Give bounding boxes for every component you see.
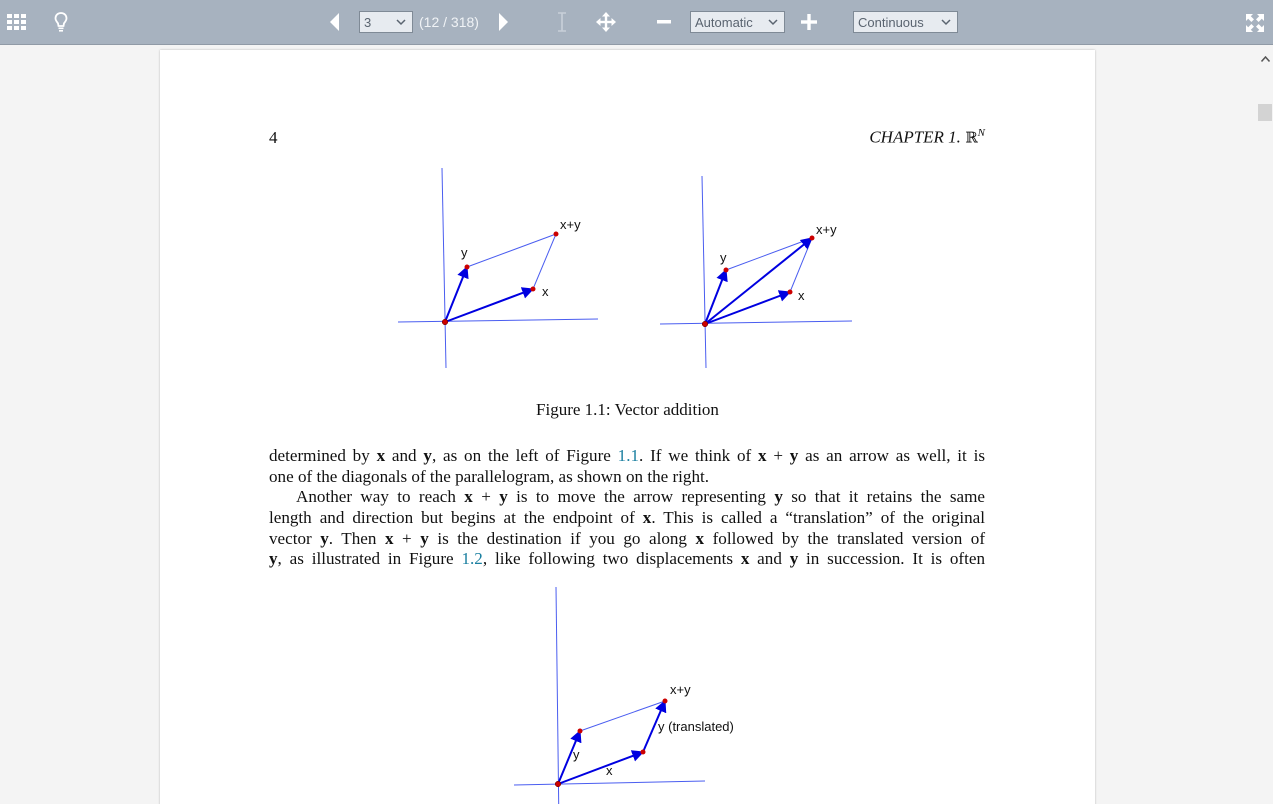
- label-y: y: [461, 245, 468, 260]
- point-x: [788, 290, 793, 295]
- text-line: Another way to reach x + y is to move the arrow representing y so that it retains the same: [296, 487, 986, 506]
- text-line: one of the diagonals of the parallelogram, as shown on the right.: [269, 466, 710, 486]
- chevron-down-icon: [396, 17, 406, 27]
- x-axis: [398, 319, 598, 322]
- chevron-down-icon: [768, 17, 778, 27]
- point-y: [465, 265, 470, 270]
- chapter-label: CHAPTER 1.: [869, 127, 961, 147]
- y-axis: [442, 168, 446, 368]
- label-y: y: [573, 747, 580, 762]
- next-page-icon[interactable]: [495, 12, 511, 32]
- page-number: 4: [269, 128, 278, 147]
- chapter-symbol: ℝ: [965, 128, 978, 147]
- chevron-down-icon: [941, 17, 951, 27]
- chapter-superscript: N: [977, 127, 985, 139]
- page-number-select[interactable]: [359, 11, 413, 33]
- paragraph-2: [269, 487, 985, 570]
- point-sum: [554, 232, 559, 237]
- lightbulb-icon[interactable]: [52, 11, 70, 33]
- origin-point: [442, 319, 448, 325]
- figure-link-1-1[interactable]: 1.1: [617, 446, 640, 465]
- page-number-value: 3: [364, 14, 372, 30]
- text-line: y, as illustrated in Figure 1.2, like following two displacements x and y in succession. It is often: [269, 549, 985, 569]
- toolbar: [0, 0, 1273, 45]
- vector-x-arrow: [705, 292, 790, 324]
- text-line: length and direction but begins at the endpoint of x. This is called a “translation” of the original: [269, 507, 985, 527]
- text-line: vector y. Then x + y is the destination if you go along x followed by the translated version of: [269, 528, 986, 548]
- zoom-out-icon[interactable]: [656, 16, 672, 28]
- zoom-select[interactable]: [690, 11, 785, 33]
- point-x: [641, 750, 646, 755]
- label-y-translated: y (translated): [658, 719, 734, 734]
- vector-x-arrow: [445, 289, 533, 322]
- vertical-scrollbar[interactable]: [1257, 45, 1273, 804]
- point-y: [724, 268, 729, 273]
- paragraph-1: [269, 446, 985, 488]
- point-y: [578, 729, 583, 734]
- figure-right-diagram: [660, 176, 852, 368]
- scrollbar-thumb[interactable]: [1258, 104, 1272, 121]
- previous-page-icon[interactable]: [327, 12, 343, 32]
- page-count: (12 / 318): [419, 14, 479, 30]
- text-select-cursor-icon[interactable]: [554, 11, 570, 33]
- thumbnails-grid-icon[interactable]: [6, 12, 28, 32]
- figure-caption: Figure 1.1: Vector addition: [536, 400, 719, 419]
- origin-point: [555, 781, 561, 787]
- scroll-up-icon[interactable]: [1261, 49, 1270, 67]
- y-axis: [556, 587, 559, 804]
- label-x: x: [542, 284, 549, 299]
- pan-move-icon[interactable]: [595, 11, 617, 33]
- scroll-mode-select[interactable]: [853, 11, 958, 33]
- y-axis: [702, 176, 706, 368]
- figure-vector-addition: [160, 50, 1095, 395]
- figure-translation: [160, 585, 1095, 804]
- parallelogram-edge: [467, 234, 556, 267]
- label-sum: x+y: [560, 217, 581, 232]
- point-sum: [810, 236, 815, 241]
- vector-x-arrow: [558, 752, 643, 784]
- parallelogram-edge: [726, 238, 812, 270]
- x-axis: [660, 321, 852, 324]
- label-y: y: [720, 250, 727, 265]
- figure-left-diagram: [398, 168, 598, 368]
- label-x: x: [606, 763, 613, 778]
- point-sum: [663, 699, 668, 704]
- vector-y-arrow: [445, 267, 467, 322]
- x-axis: [514, 781, 705, 785]
- zoom-in-icon[interactable]: [800, 13, 818, 31]
- parallelogram-edge: [580, 701, 665, 731]
- fullscreen-icon[interactable]: [1245, 13, 1265, 33]
- label-sum: x+y: [816, 222, 837, 237]
- scroll-mode-value: Continuous: [858, 14, 924, 30]
- zoom-value: Automatic: [695, 14, 753, 30]
- label-x: x: [798, 288, 805, 303]
- text-line: determined by x and y, as on the left of Figure 1.1. If we think of x + y as an arrow as well, it is: [269, 446, 985, 465]
- figure-link-1-2[interactable]: 1.2: [461, 549, 483, 569]
- label-sum: x+y: [670, 682, 691, 697]
- document-viewer: [0, 45, 1257, 804]
- origin-point: [702, 321, 708, 327]
- point-x: [531, 287, 536, 292]
- pdf-page: [160, 50, 1095, 804]
- parallelogram-edge: [533, 234, 556, 289]
